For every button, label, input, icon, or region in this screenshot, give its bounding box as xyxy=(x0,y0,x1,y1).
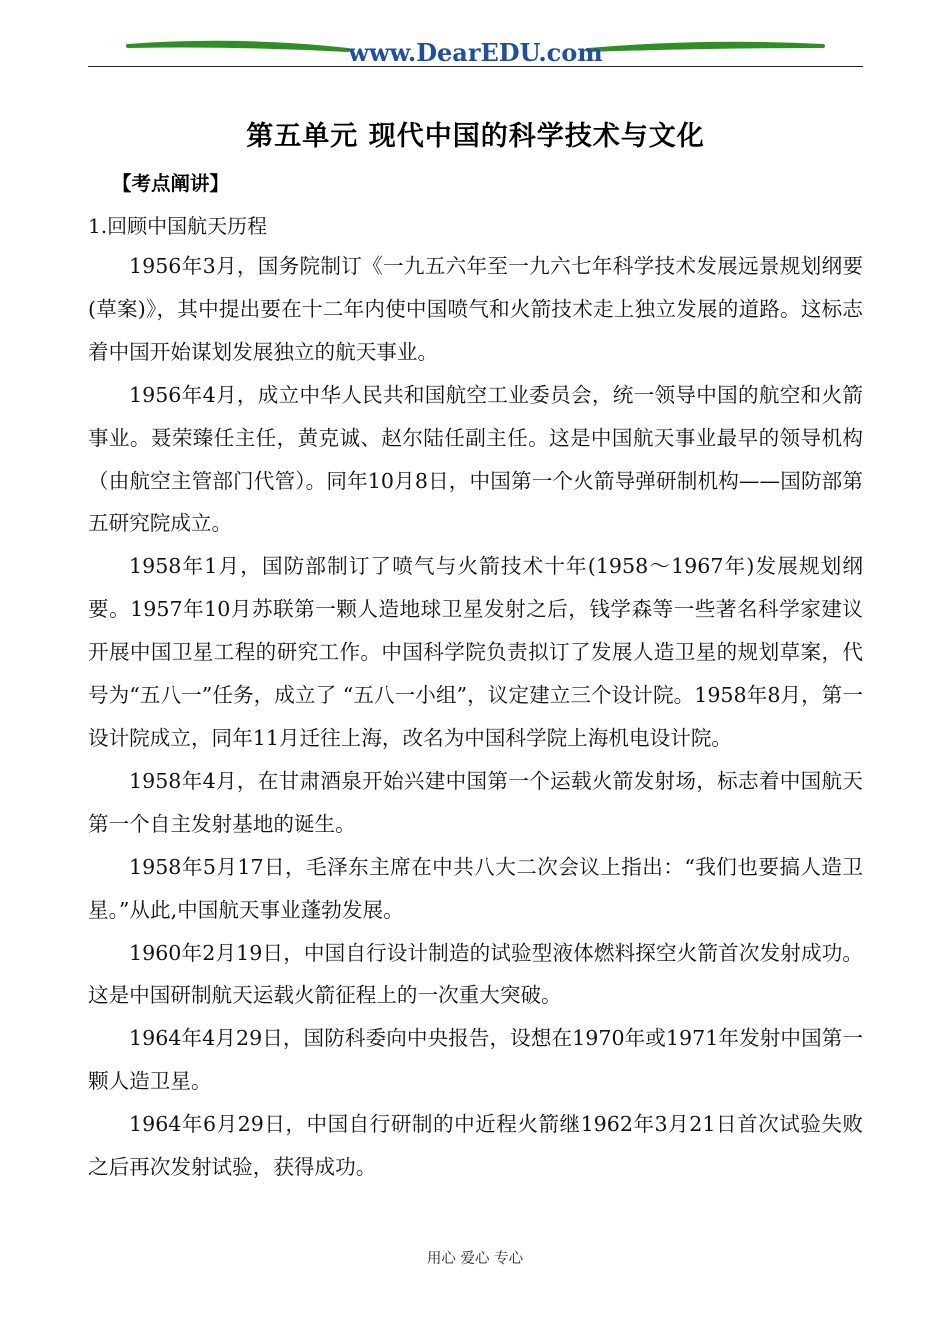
item-heading: 1.回顾中国航天历程 xyxy=(88,214,268,238)
paragraph: 1964年6月29日，中国自行研制的中近程火箭继1962年3月21日首次试验失败之后再次发射试验，获得成功。 xyxy=(88,1112,863,1180)
brand-logo-text: www.DearEDU.com xyxy=(348,38,603,67)
paragraph: 1958年4月，在甘肃酒泉开始兴建中国第一个运载火箭发射场，标志着中国航天第一个自主发射基地的诞生。 xyxy=(88,768,863,836)
paragraph: 1960年2月19日，中国自行设计制造的试验型液体燃料探空火箭首次发射成功。这是中国研制航天运载火箭征程上的一次重大突破。 xyxy=(88,940,863,1008)
page-title: 第五单元 现代中国的科学技术与文化 xyxy=(246,121,705,152)
paragraph: 1956年4月，成立中华人民共和国航空工业委员会，统一领导中国的航空和火箭事业。聂荣臻任主任，黄克诚、赵尔陆任副主任。这是中国航天事业最早的领导机构（由航空主管部门代管）。同年10月8日，中国第一个火箭导弹研制机构——国防部第五研究院成立。 xyxy=(88,382,863,536)
paragraph: 1958年1月，国防部制订了喷气与火箭技术十年(1958～1967年)发展规划纲要。1957年10月苏联第一颗人造地球卫星发射之后，钱学森等一些著名科学家建议开展中国卫星工程的研究工作。中国科学院负责拟订了发展人造卫星的规划草案，代号为“五八一”任务，成立了 “五八一小组”，议定建立三个设计院。1958年8月，第一设计院成立，同年11月迁往上海，改名为中国科学院上海机电设计院。 xyxy=(88,554,863,750)
page-footer: 用心 爱心 专心 xyxy=(426,1251,524,1267)
body-text xyxy=(88,245,863,1189)
paragraph: 1958年5月17日，毛泽东主席在中共八大二次会议上指出：“我们也要搞人造卫星。”从此,中国航天事业蓬勃发展。 xyxy=(88,854,863,922)
site-header xyxy=(88,28,863,68)
paragraph: 1964年4月29日，国防科委向中央报告，设想在1970年或1971年发射中国第一颗人造卫星。 xyxy=(88,1026,863,1094)
section-heading: 【考点阐讲】 xyxy=(112,172,230,195)
paragraph: 1956年3月，国务院制订《一九五六年至一九六七年科学技术发展远景规划纲要(草案)》，其中提出要在十二年内使中国喷气和火箭技术走上独立发展的道路。这标志着中国开始谋划发展独立的航天事业。 xyxy=(88,254,863,364)
header-divider xyxy=(88,66,863,67)
